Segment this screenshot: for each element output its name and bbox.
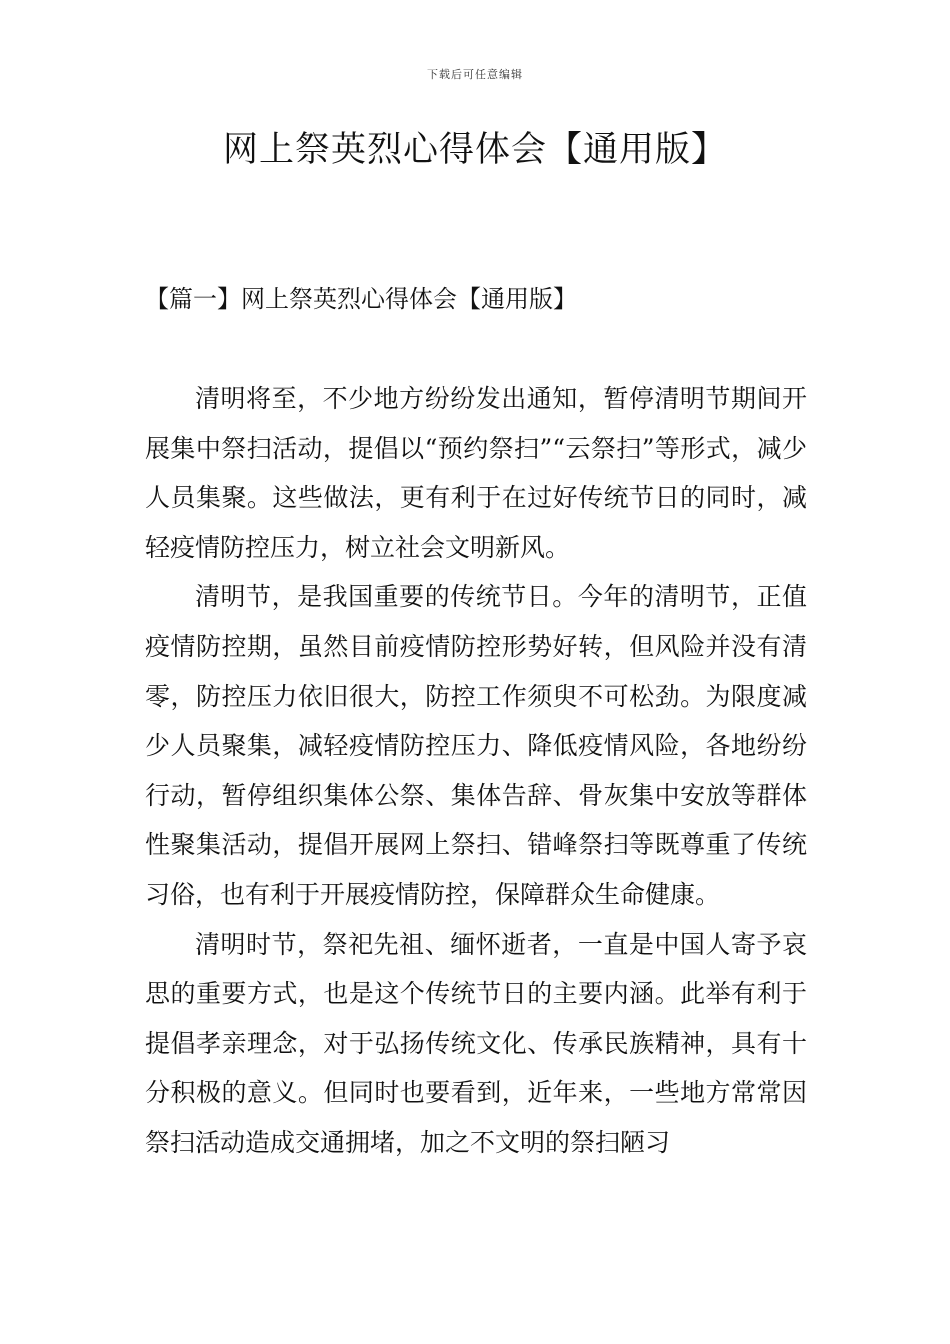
header-note: 下载后可任意编辑 — [427, 68, 523, 81]
paragraph: 清明时节，祭祀先祖、缅怀逝者，一直是中国人寄予哀思的重要方式，也是这个传统节日的主要内涵。此举有利于提倡孝亲理念，对于弘扬传统文化、传承民族精神，具有十分积极的意义。但同时也要看到，近年来，一些地方常常因祭扫活动造成交通拥堵，加之不文明的祭扫陋习 — [145, 929, 807, 1157]
document-title: 网上祭英烈心得体会【通用版】 — [222, 130, 727, 170]
paragraph: 清明将至，不少地方纷纷发出通知，暂停清明节期间开展集中祭扫活动，提倡以“预约祭扫”“云祭扫”等形式，减少人员集聚。这些做法，更有利于在过好传统节日的同时，减轻疫情防控压力，树立社会文明新风。 — [145, 384, 807, 562]
section-heading: 【篇一】网上祭英烈心得体会【通用版】 — [145, 285, 577, 313]
body-text — [145, 374, 807, 1168]
paragraph: 清明节，是我国重要的传统节日。今年的清明节，正值疫情防控期，虽然目前疫情防控形势好转，但风险并没有清零，防控压力依旧很大，防控工作须臾不可松劲。为限度减少人员聚集，减轻疫情防控压力、降低疫情风险，各地纷纷行动，暂停组织集体公祭、集体告辞、骨灰集中安放等群体性聚集活动，提倡开展网上祭扫、错峰祭扫等既尊重了传统习俗，也有利于开展疫情防控，保障群众生命健康。 — [145, 582, 807, 909]
